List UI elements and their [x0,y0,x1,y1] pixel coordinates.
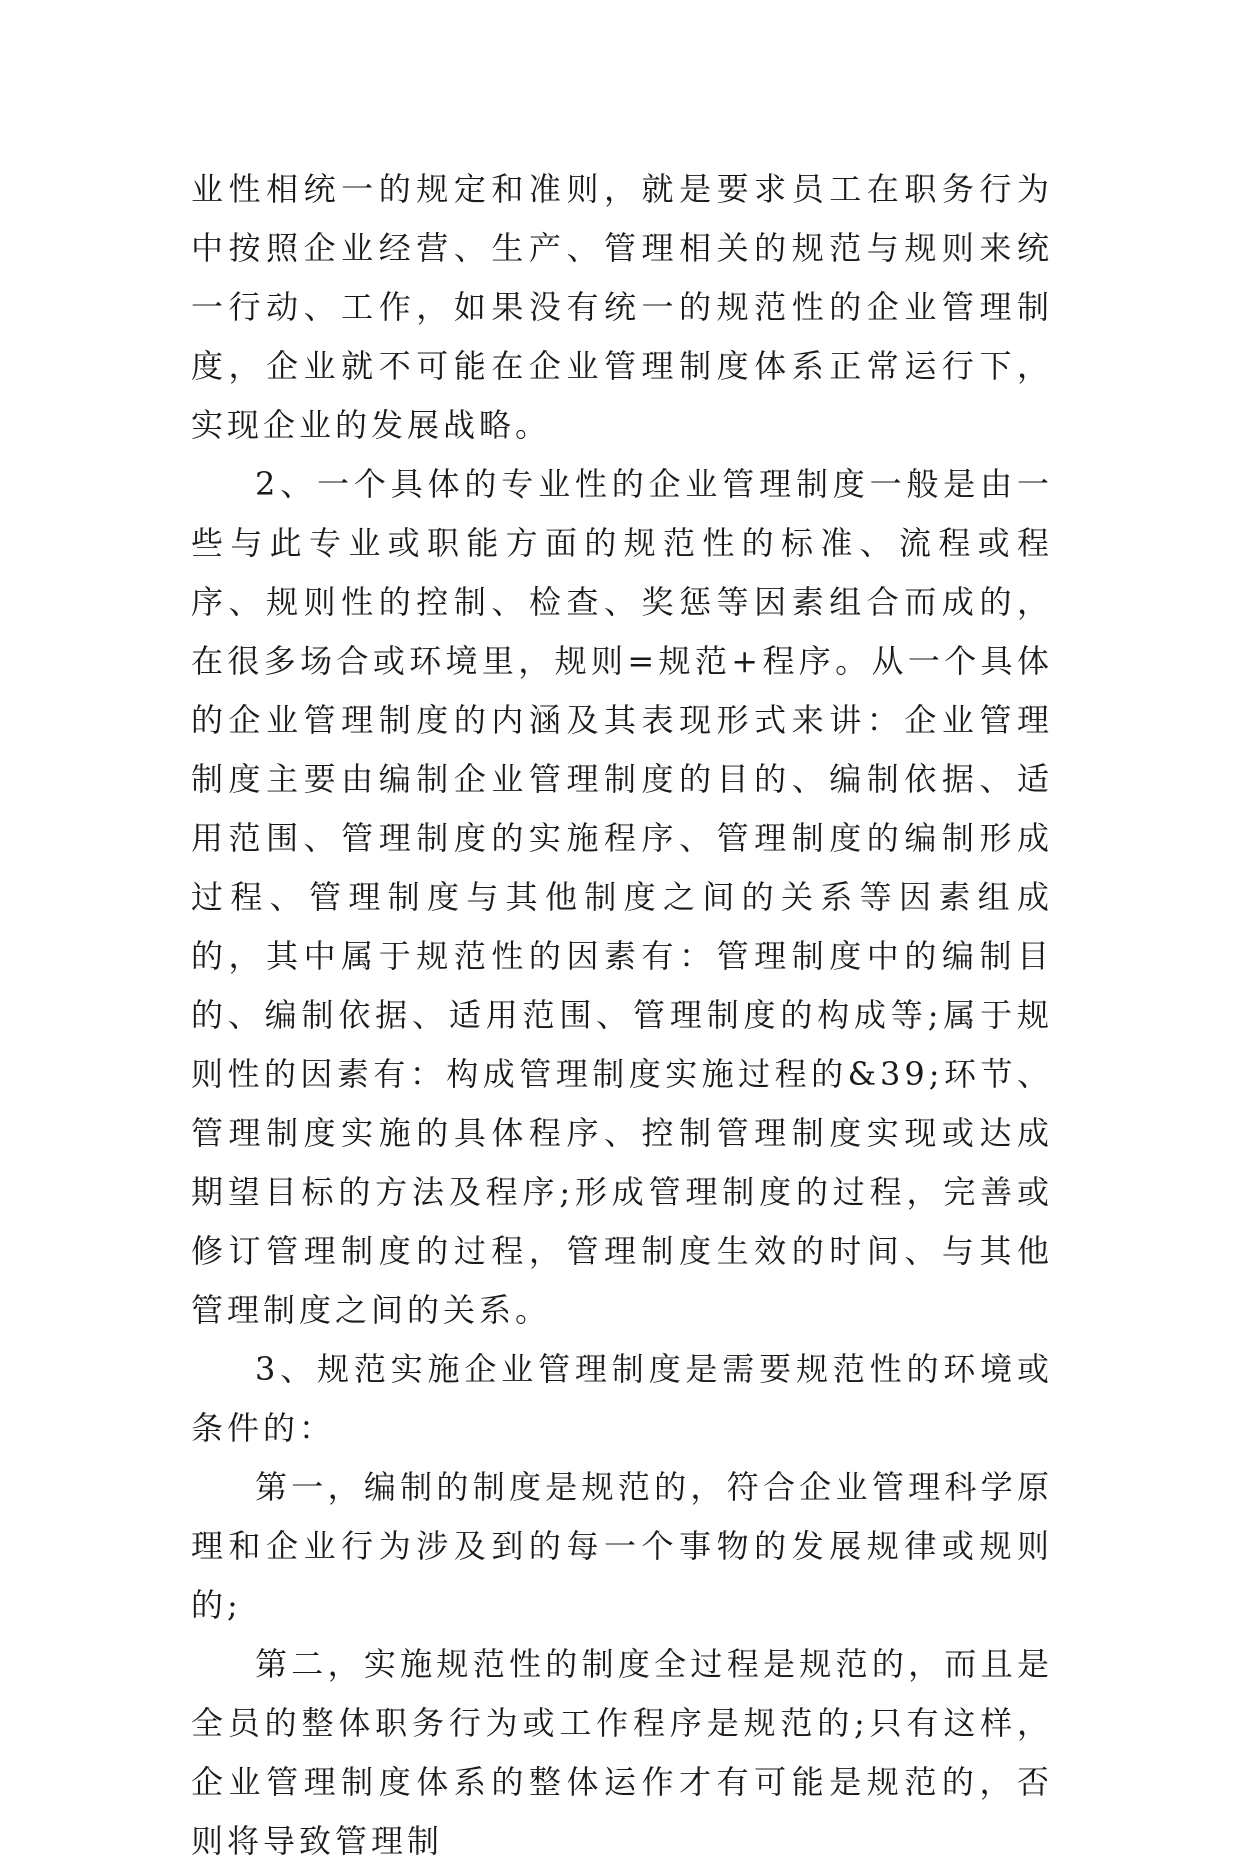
document-body [191,160,1053,1871]
paragraph-second-condition: 第二，实施规范性的制度全过程是规范的，而且是全员的整体职务行为或工作程序是规范的;只有这样，企业管理制度体系的整体运作才有可能是规范的，否则将导致管理制 [191,1645,1053,1860]
paragraph-continuation: 业性相统一的规定和准则，就是要求员工在职务行为中按照企业经营、生产、管理相关的规范与规则来统一行动、工作，如果没有统一的规范性的企业管理制度，企业就不可能在企业管理制度体系正常运行下，实现企业的发展战略。 [191,170,1053,444]
paragraph-first-condition: 第一，编制的制度是规范的，符合企业管理科学原理和企业行为涉及到的每一个事物的发展规律或规则的; [191,1468,1053,1624]
paragraph-2: 2、一个具体的专业性的企业管理制度一般是由一些与此专业或职能方面的规范性的标准、流程或程序、规则性的控制、检查、奖惩等因素组合而成的，在很多场合或环境里，规则=规范+程序。从一个具体的企业管理制度的内涵及其表现形式来讲：企业管理制度主要由编制企业管理制度的目的、编制依据、适用范围、管理制度的实施程序、管理制度的编制形成过程、管理制度与其他制度之间的关系等因素组成的，其中属于规范性的因素有：管理制度中的编制目的、编制依据、适用范围、管理制度的构成等;属于规则性的因素有：构成管理制度实施过程的&39;环节、管理制度实施的具体程序、控制管理制度实现或达成期望目标的方法及程序;形成管理制度的过程，完善或修订管理制度的过程，管理制度生效的时间、与其他管理制度之间的关系。 [191,465,1053,1329]
paragraph-3: 3、规范实施企业管理制度是需要规范性的环境或条件的： [191,1350,1053,1447]
